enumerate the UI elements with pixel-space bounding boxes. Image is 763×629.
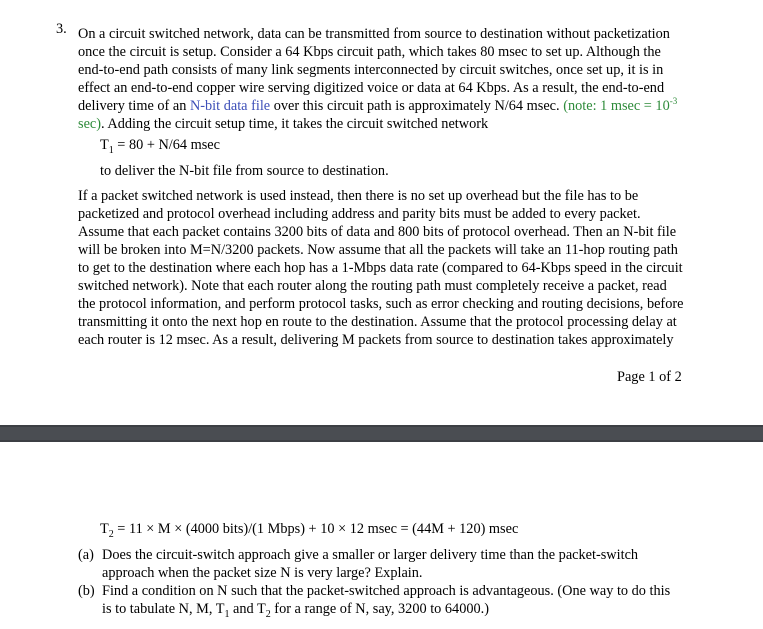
paragraph-line: packetized and protocol overhead including address and parity bits must be added to every packet.	[78, 206, 641, 222]
equation-expression: = 80 + N/64 msec	[113, 137, 220, 153]
equation-expression: = 11 × M × (4000 bits)/(1 Mbps) + 10 × 12 msec = (44M + 120) msec	[113, 521, 519, 537]
document-page-2	[0, 442, 763, 629]
text-run: delivery time of an	[78, 98, 190, 114]
circuit-switch-paragraph	[78, 25, 700, 133]
equation-subscript: 1	[108, 144, 114, 156]
question-b-line: Find a condition on N such that the packet-switched approach is advantageous. (One way to do this	[102, 583, 671, 599]
text-run: . Adding the circuit setup time, it takes the circuit switched network	[101, 116, 489, 132]
paragraph-line: On a circuit switched network, data can be transmitted from source to destination without packetization	[78, 26, 670, 42]
paragraph-line: end-to-end path consists of many link segments interconnected by circuit switches, once set up, it is in	[78, 62, 664, 78]
paragraph-line: once the circuit is setup. Consider a 64 Kbps circuit path, which takes 80 msec to set up. Although the	[78, 44, 661, 60]
note-text: (note: 1 msec = 10	[563, 98, 670, 114]
subscript: 1	[224, 608, 230, 620]
text-run: over this circuit path is approximately N/64 msec.	[270, 98, 564, 114]
page-number: Page 1 of 2	[617, 369, 682, 385]
equation-t2	[100, 520, 722, 538]
text-run: for a range of N, say, 3200 to 64000.)	[270, 601, 489, 617]
n-bit-data-file-highlight: N-bit data file	[189, 98, 271, 114]
subscript: 2	[265, 608, 271, 620]
paragraph-line	[78, 115, 700, 133]
equation-variable: T	[100, 137, 109, 153]
paragraph-line: effect an end-to-end copper wire serving digitized voice or data at 64 Kbps. As a result, the end-to-end	[78, 80, 665, 96]
packet-switch-paragraph	[78, 187, 700, 349]
question-a-line: Does the circuit-switch approach give a smaller or larger delivery time than the packet-switch	[102, 547, 639, 563]
deliver-text: to deliver the N-bit file from source to destination.	[100, 163, 389, 179]
paragraph-line: switched network). Note that each router along the routing path must completely receive a packet, read	[78, 278, 667, 294]
equation-t1	[100, 136, 722, 154]
page-separator-inner	[0, 427, 763, 440]
paragraph-line: Assume that each packet contains 3200 bits of data and 800 bits of protocol overhead. Then an N-bit file	[78, 224, 677, 240]
text-run: and T	[229, 601, 266, 617]
paragraph-line: will be broken into M=N/3200 packets. Now assume that all the packets will take an 11-hop routing path	[78, 242, 678, 258]
paragraph-line: to get to the destination where each hop has a 1-Mbps data rate (compared to 64-Kbps speed in the circuit	[78, 260, 683, 276]
paragraph-line	[78, 97, 700, 115]
question-number: 3.	[56, 21, 67, 37]
note-exponent: -3	[669, 96, 678, 107]
paragraph-line: the protocol information, and perform protocol tasks, such as error checking and routing decisions, before	[78, 296, 684, 312]
question-a-label: (a)	[78, 547, 94, 563]
paragraph-line: transmitting it onto the next hop en route to the destination. Assume that the protocol processing delay at	[78, 314, 677, 330]
note-text: sec)	[78, 116, 102, 132]
question-b-label: (b)	[78, 583, 95, 599]
equation-variable: T	[100, 521, 109, 537]
paragraph-line: each router is 12 msec. As a result, delivering M packets from source to destination takes approximately	[78, 332, 674, 348]
text-run: is to tabulate N, M, T	[102, 601, 225, 617]
question-b-line	[102, 600, 489, 618]
equation-subscript: 2	[108, 528, 114, 540]
question-a-line: approach when the packet size N is very large? Explain.	[102, 565, 423, 581]
paragraph-line: If a packet switched network is used instead, then there is no set up overhead but the file has to be	[78, 188, 639, 204]
